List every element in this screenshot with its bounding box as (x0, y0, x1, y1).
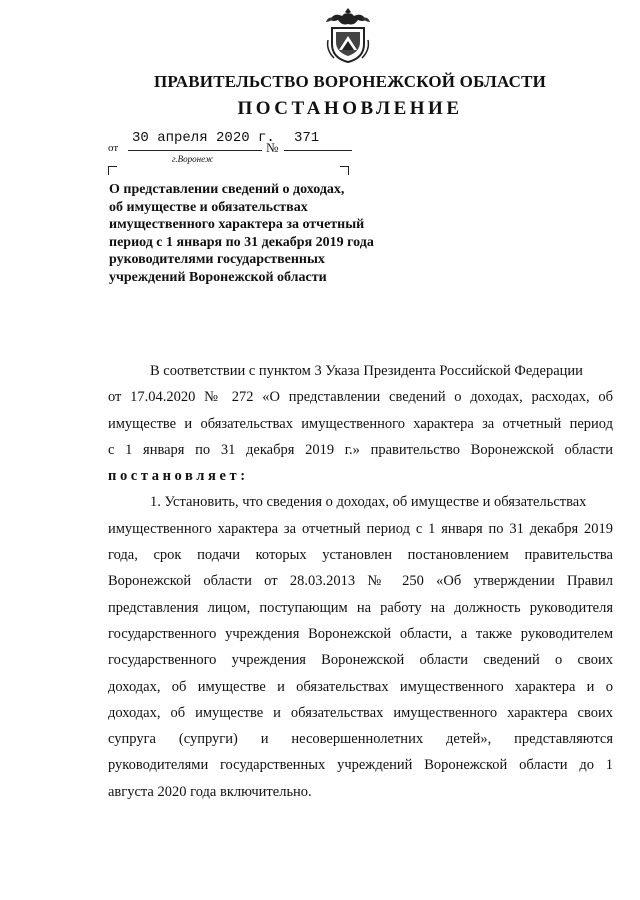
body-line: супруга (супруги) и несовершеннолетних детей», представляются (108, 731, 613, 748)
body-line: доходах, об имуществе и обязательствах имущественного характера своих (108, 704, 613, 721)
body-line: доходах, об имуществе и обязательствах имущественного характера и о (108, 678, 613, 695)
body-line: государственного учреждения Воронежской области, а также руководителем (108, 625, 613, 642)
date-underline (128, 150, 262, 151)
body-line: от 17.04.2020 № 272 «О представлении сведений о доходах, расходах, об (108, 389, 613, 406)
body-line: 1. Установить, что сведения о доходах, об имуществе и обязательствах (150, 494, 587, 511)
document-body (108, 358, 613, 805)
body-line: В соответствии с пунктом 3 Указа Президента Российской Федерации (150, 363, 583, 379)
document-type-title: ПОСТАНОВЛЕНИЕ (237, 98, 463, 119)
body-line: Воронежской области от 28.03.2013 № 250 «Об утверждении Правил (108, 573, 613, 590)
subject-line: руководителями государственных (109, 252, 325, 267)
subject-line: период с 1 января по 31 декабря 2019 года (109, 234, 374, 250)
body-line: августа 2020 года включительно. (108, 783, 312, 800)
body-line: имуществе и обязательствах имущественного характера за отчетный период (108, 415, 613, 432)
government-title: ПРАВИТЕЛЬСТВО ВОРОНЕЖСКОЙ ОБЛАСТИ (153, 72, 547, 91)
subject-line: учреждений Воронежской области (109, 269, 327, 285)
subject-right-corner-mark (340, 166, 349, 175)
document-date: 30 апреля 2020 г. (132, 130, 275, 146)
number-underline (284, 150, 352, 151)
coat-of-arms-icon (324, 6, 372, 64)
subject-line: имущественного характера за отчетный (109, 217, 365, 232)
body-line: года, срок подачи которых установлен постановлением правительства (108, 547, 613, 564)
body-line: имущественного характера за отчетный период с 1 января по 31 декабря 2019 (108, 520, 613, 537)
body-line: руководителями государственных учреждений Воронежской области до 1 (108, 757, 613, 774)
subject-left-corner-mark (108, 166, 117, 175)
number-label: № (266, 140, 279, 155)
body-line: государственного учреждения Воронежской области сведений о своих (108, 652, 613, 669)
subject-line: О представлении сведений о доходах, (109, 182, 345, 197)
body-line: представления лицом, поступающим на работу на должность руководителя (108, 599, 613, 616)
city-label: г.Воронеж (172, 154, 214, 164)
body-line: с 1 января по 31 декабря 2019 г.» правительство Воронежской области (108, 441, 613, 458)
subject-heading (109, 181, 429, 286)
document-number: 371 (294, 130, 320, 146)
subject-line: об имуществе и обязательствах (109, 199, 308, 215)
resolution-verb: постановляет: (108, 468, 249, 485)
date-prefix-label: от (108, 142, 119, 154)
